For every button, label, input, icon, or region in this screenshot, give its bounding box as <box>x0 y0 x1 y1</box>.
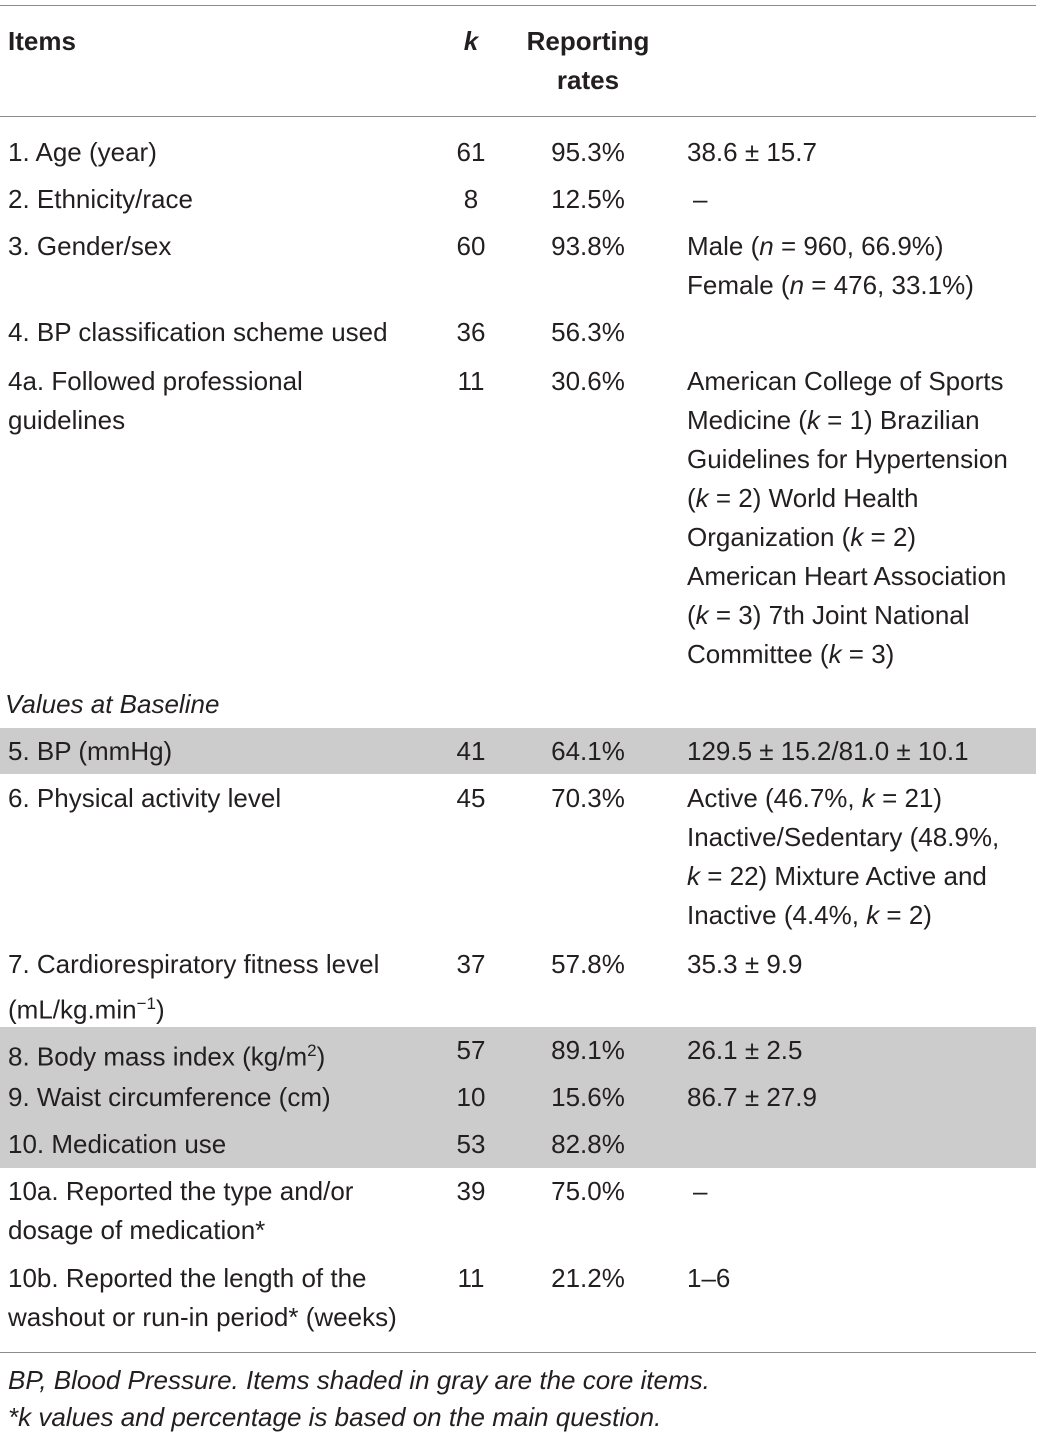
table-row <box>0 728 1036 774</box>
cell-rate: 93.8% <box>551 231 625 261</box>
table-row <box>0 1031 1036 1070</box>
cell-rate: 57.8% <box>551 949 625 979</box>
item-line: 10a. Reported the type and/or <box>8 1176 354 1206</box>
cell-item: 10. Medication use <box>8 1129 227 1159</box>
table-row <box>0 1078 1036 1117</box>
item-line: 7. Cardiorespiratory fitness level <box>8 949 380 979</box>
value-line: Committee (k = 3) <box>687 639 895 669</box>
cell-value: 86.7 ± 27.9 <box>687 1082 817 1112</box>
table-row <box>0 180 1036 219</box>
cell-item: 6. Physical activity level <box>8 783 282 813</box>
cell-rate: 64.1% <box>551 736 625 766</box>
cell-k: 45 <box>456 783 486 813</box>
table-row <box>0 227 1036 305</box>
cell-value: 1–6 <box>687 1263 731 1293</box>
value-line: Inactive/Sedentary (48.9%, <box>687 822 1000 852</box>
value-line: Female (n = 476, 33.1%) <box>687 270 974 300</box>
cell-rate: 82.8% <box>551 1129 625 1159</box>
header-rates-line1: Reporting <box>526 26 650 56</box>
table-row <box>0 779 1036 939</box>
footnote: *k values and percentage is based on the main question. <box>8 1402 662 1432</box>
item-line: dosage of medication* <box>8 1215 266 1245</box>
header-rule <box>0 116 1036 117</box>
cell-item: 1. Age (year) <box>8 137 157 167</box>
cell-item <box>8 945 438 1030</box>
top-rule <box>0 5 1036 6</box>
value-line: Guidelines for Hypertension <box>687 444 1008 474</box>
value-line: k = 22) Mixture Active and <box>687 861 987 891</box>
value-line: Organization (k = 2) <box>687 522 917 552</box>
section-label: Values at Baseline <box>5 689 220 719</box>
item-line: 4a. Followed professional <box>8 366 303 396</box>
item-line: 10b. Reported the length of the <box>8 1263 367 1293</box>
table-row <box>0 1172 1036 1252</box>
header-k: k <box>463 26 479 56</box>
cell-value: 129.5 ± 15.2/81.0 ± 10.1 <box>687 736 969 766</box>
cell-rate: 95.3% <box>551 137 625 167</box>
cell-value <box>687 227 1037 305</box>
table-row <box>0 133 1036 172</box>
table-row <box>0 945 1036 1025</box>
cell-item: 2. Ethnicity/race <box>8 184 193 214</box>
cell-k: 39 <box>456 1176 486 1206</box>
cell-k: 60 <box>456 231 486 261</box>
footnote: BP, Blood Pressure. Items shaded in gray are the core items. <box>8 1365 710 1395</box>
header-rates-line2: rates <box>556 65 620 95</box>
value-line: (k = 3) 7th Joint National <box>687 600 970 630</box>
cell-value <box>687 779 1037 935</box>
cell-k: 11 <box>457 1263 485 1293</box>
cell-value: 35.3 ± 9.9 <box>687 949 803 979</box>
cell-rate: 70.3% <box>551 783 625 813</box>
item-line: guidelines <box>8 405 126 435</box>
table-row <box>0 313 1036 352</box>
item-line: $(mL/kg.\min^{-1})$ <box>8 994 165 1025</box>
cell-item <box>8 362 438 440</box>
table-row <box>0 362 1036 678</box>
cell-item <box>8 1172 438 1250</box>
header-items: Items <box>8 26 76 56</box>
cell-k: 41 <box>456 736 486 766</box>
value-line: American College of Sports <box>687 366 1004 396</box>
cell-value: 26.1 ± 2.5 <box>687 1035 803 1065</box>
value-line: Medicine (k = 1) Brazilian <box>687 405 980 435</box>
cell-rate: 89.1% <box>551 1035 625 1065</box>
cell-rate: 12.5% <box>551 184 625 214</box>
cell-rate: 75.0% <box>551 1176 625 1206</box>
cell-k: 36 <box>456 317 486 347</box>
item-line: washout or run-in period* (weeks) <box>8 1302 397 1332</box>
cell-k: 8 <box>463 184 479 214</box>
cell-rate: 30.6% <box>551 366 625 396</box>
cell-item: 9. Waist circumference (cm) <box>8 1082 331 1112</box>
value-line: American Heart Association <box>687 561 1007 591</box>
value-line: Inactive (4.4%, k = 2) <box>687 900 932 930</box>
header-row <box>0 22 1036 102</box>
cell-k: 57 <box>456 1035 486 1065</box>
cell-k: 53 <box>456 1129 486 1159</box>
value-line: Active (46.7%, k = 21) <box>687 783 943 813</box>
value-line: (k = 2) World Health <box>687 483 919 513</box>
bottom-rule <box>0 1352 1036 1353</box>
value-line: Male (n = 960, 66.9%) <box>687 231 944 261</box>
table-row <box>0 1259 1036 1339</box>
cell-value: – <box>693 1176 708 1206</box>
cell-item: 8. Body mass index $(kg/m^2)$ <box>8 1041 326 1072</box>
cell-k: 61 <box>456 137 486 167</box>
table-row <box>0 1125 1036 1164</box>
cell-rate: 56.3% <box>551 317 625 347</box>
cell-k: 11 <box>457 366 485 396</box>
cell-k: 37 <box>456 949 486 979</box>
cell-value: – <box>693 184 708 214</box>
cell-k: 10 <box>456 1082 486 1112</box>
cell-rate: 15.6% <box>551 1082 625 1112</box>
cell-rate: 21.2% <box>551 1263 625 1293</box>
cell-item: 3. Gender/sex <box>8 231 172 261</box>
cell-value <box>687 362 1037 674</box>
header-rates <box>518 22 658 100</box>
cell-item: 4. BP classification scheme used <box>8 317 388 347</box>
cell-item <box>8 1259 438 1337</box>
cell-item: 5. BP (mmHg) <box>8 736 173 766</box>
cell-value: 38.6 ± 15.7 <box>687 137 817 167</box>
